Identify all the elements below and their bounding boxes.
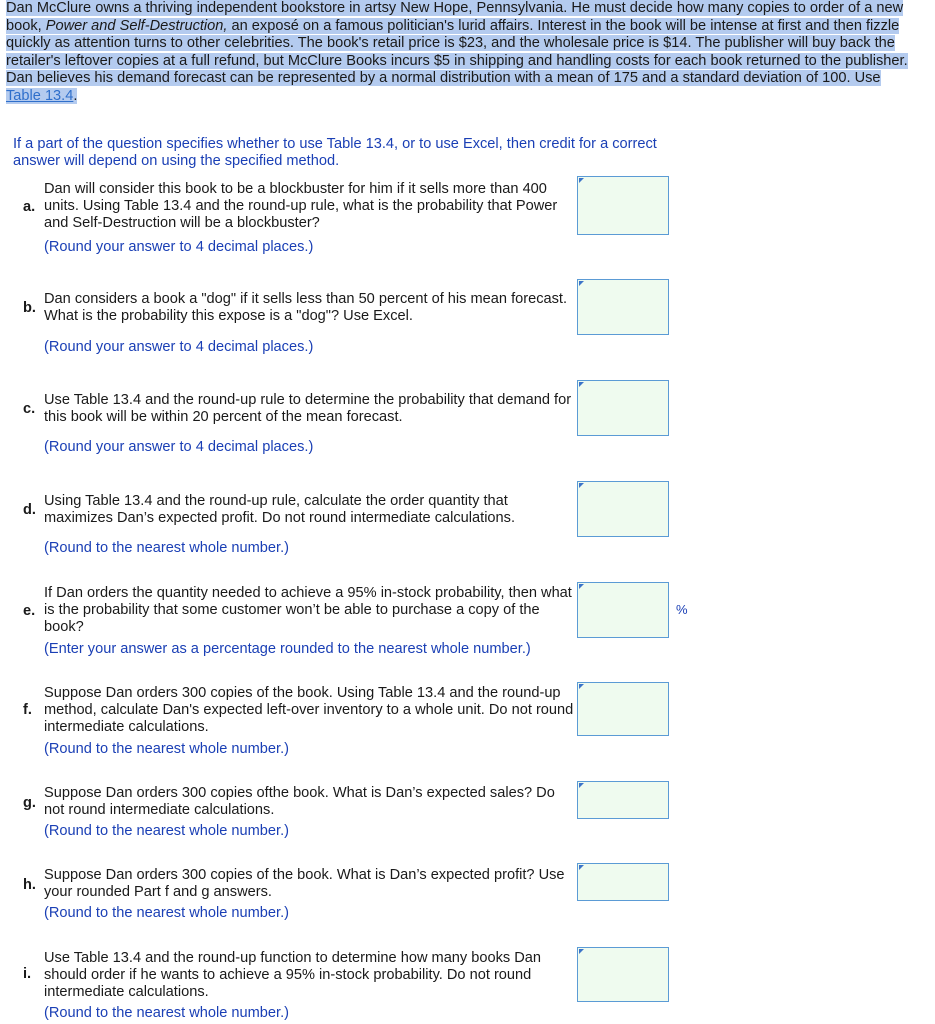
- question-text: If Dan orders the quantity needed to achieve a 95% in-stock probability, then what is the probability that some customer won’t be able to purchase a copy of the book?: [44, 585, 572, 635]
- problem-statement: [6, 0, 916, 105]
- input-corner-marker: [579, 281, 584, 286]
- question-text: Suppose Dan orders 300 copies ofthe book. What is Dan’s expected sales? Do not round intermediate calculations.: [44, 785, 555, 818]
- question-letter: g.: [23, 795, 36, 811]
- answer-input-g[interactable]: [577, 781, 669, 819]
- rounding-hint: (Round your answer to 4 decimal places.): [44, 239, 314, 255]
- question-text: Suppose Dan orders 300 copies of the book. Using Table 13.4 and the round-up method, calculate Dan's expected left-over inventory to a whole unit. Do not round intermediate calculations.: [44, 685, 574, 735]
- answer-input-h[interactable]: [577, 863, 669, 901]
- question-letter: b.: [23, 300, 36, 316]
- input-corner-marker: [579, 949, 584, 954]
- question-text: Dan will consider this book to be a blockbuster for him if it sells more than 400 units. Using Table 13.4 and the round-up rule, what is the probability that Power and Self-Destruction will be a blockbuster?: [44, 181, 558, 231]
- problem-text: [6, 0, 908, 104]
- question-text: Use Table 13.4 and the round-up rule to determine the probability that demand for this book will be within 20 percent of the mean forecast.: [44, 392, 572, 425]
- rounding-hint: (Round to the nearest whole number.): [44, 823, 289, 839]
- question-letter: h.: [23, 877, 36, 893]
- input-corner-marker: [579, 584, 584, 589]
- answer-input-f[interactable]: [577, 682, 669, 736]
- problem-text-period: .: [73, 87, 78, 104]
- problem-text-part1: Dan McClure owns a thriving independent bookstore in artsy New Hope, Pennsylvania. He must decide how many copies to order of a new book,: [6, 0, 904, 34]
- rounding-hint: (Round your answer to 4 decimal places.): [44, 439, 314, 455]
- table-13-4-link[interactable]: Table 13.4: [6, 87, 74, 104]
- rounding-hint: (Round to the nearest whole number.): [44, 1005, 289, 1021]
- question-letter: c.: [23, 401, 36, 417]
- book-title: Power and Self-Destruction,: [45, 17, 228, 34]
- rounding-hint: (Round your answer to 4 decimal places.): [44, 339, 314, 355]
- rounding-hint: (Round to the nearest whole number.): [44, 741, 289, 757]
- question-text: Use Table 13.4 and the round-up function to determine how many books Dan should order if he wants to achieve a 95% in-stock probability. Do not round intermediate calculations.: [44, 950, 542, 1000]
- method-notice: If a part of the question specifies whether to use Table 13.4, or to use Excel, then credit for a correct answer will depend on using the specified method.: [13, 136, 657, 169]
- input-corner-marker: [579, 178, 584, 183]
- question-letter: a.: [23, 199, 36, 215]
- input-corner-marker: [579, 382, 584, 387]
- question-letter: f.: [23, 702, 32, 718]
- question-text: Dan considers a book a "dog" if it sells less than 50 percent of his mean forecast. What is the probability this expose is a "dog"? Use Excel.: [44, 291, 568, 324]
- input-corner-marker: [579, 783, 584, 788]
- question-text: Suppose Dan orders 300 copies of the book. What is Dan’s expected profit? Use your rounded Part f and g answers.: [44, 867, 565, 900]
- question-letter: i.: [23, 966, 32, 982]
- answer-input-a[interactable]: [577, 176, 669, 235]
- answer-input-e[interactable]: [577, 582, 669, 638]
- answer-input-i[interactable]: [577, 947, 669, 1002]
- question-letter: d.: [23, 502, 36, 518]
- question-letter: e.: [23, 603, 36, 619]
- question-text: Using Table 13.4 and the round-up rule, calculate the order quantity that maximizes Dan’s expected profit. Do not round intermediate calculations.: [44, 493, 516, 526]
- answer-input-d[interactable]: [577, 481, 669, 537]
- input-corner-marker: [579, 483, 584, 488]
- answer-input-b[interactable]: [577, 279, 669, 335]
- rounding-hint: (Enter your answer as a percentage rounded to the nearest whole number.): [44, 641, 531, 657]
- answer-input-c[interactable]: [577, 380, 669, 436]
- rounding-hint: (Round to the nearest whole number.): [44, 905, 289, 921]
- input-corner-marker: [579, 684, 584, 689]
- percent-unit-label: %: [676, 602, 688, 617]
- rounding-hint: (Round to the nearest whole number.): [44, 540, 289, 556]
- problem-text-part2: an exposé on a famous politician's lurid affairs. Interest in the book will be intense at first and then fizzle quickly as attention turns to other celebrities. The book's retail price is $23, and the wholesale price is $14. The publisher will buy back the retailer's leftover copies at a full refund, but McClure Books incurs $5 in shipping and handling costs for each book returned to the publisher. Dan believes his demand forecast can be represented by a normal distribution with a mean of 175 and a standard deviation of 100. Use: [6, 17, 908, 86]
- input-corner-marker: [579, 865, 584, 870]
